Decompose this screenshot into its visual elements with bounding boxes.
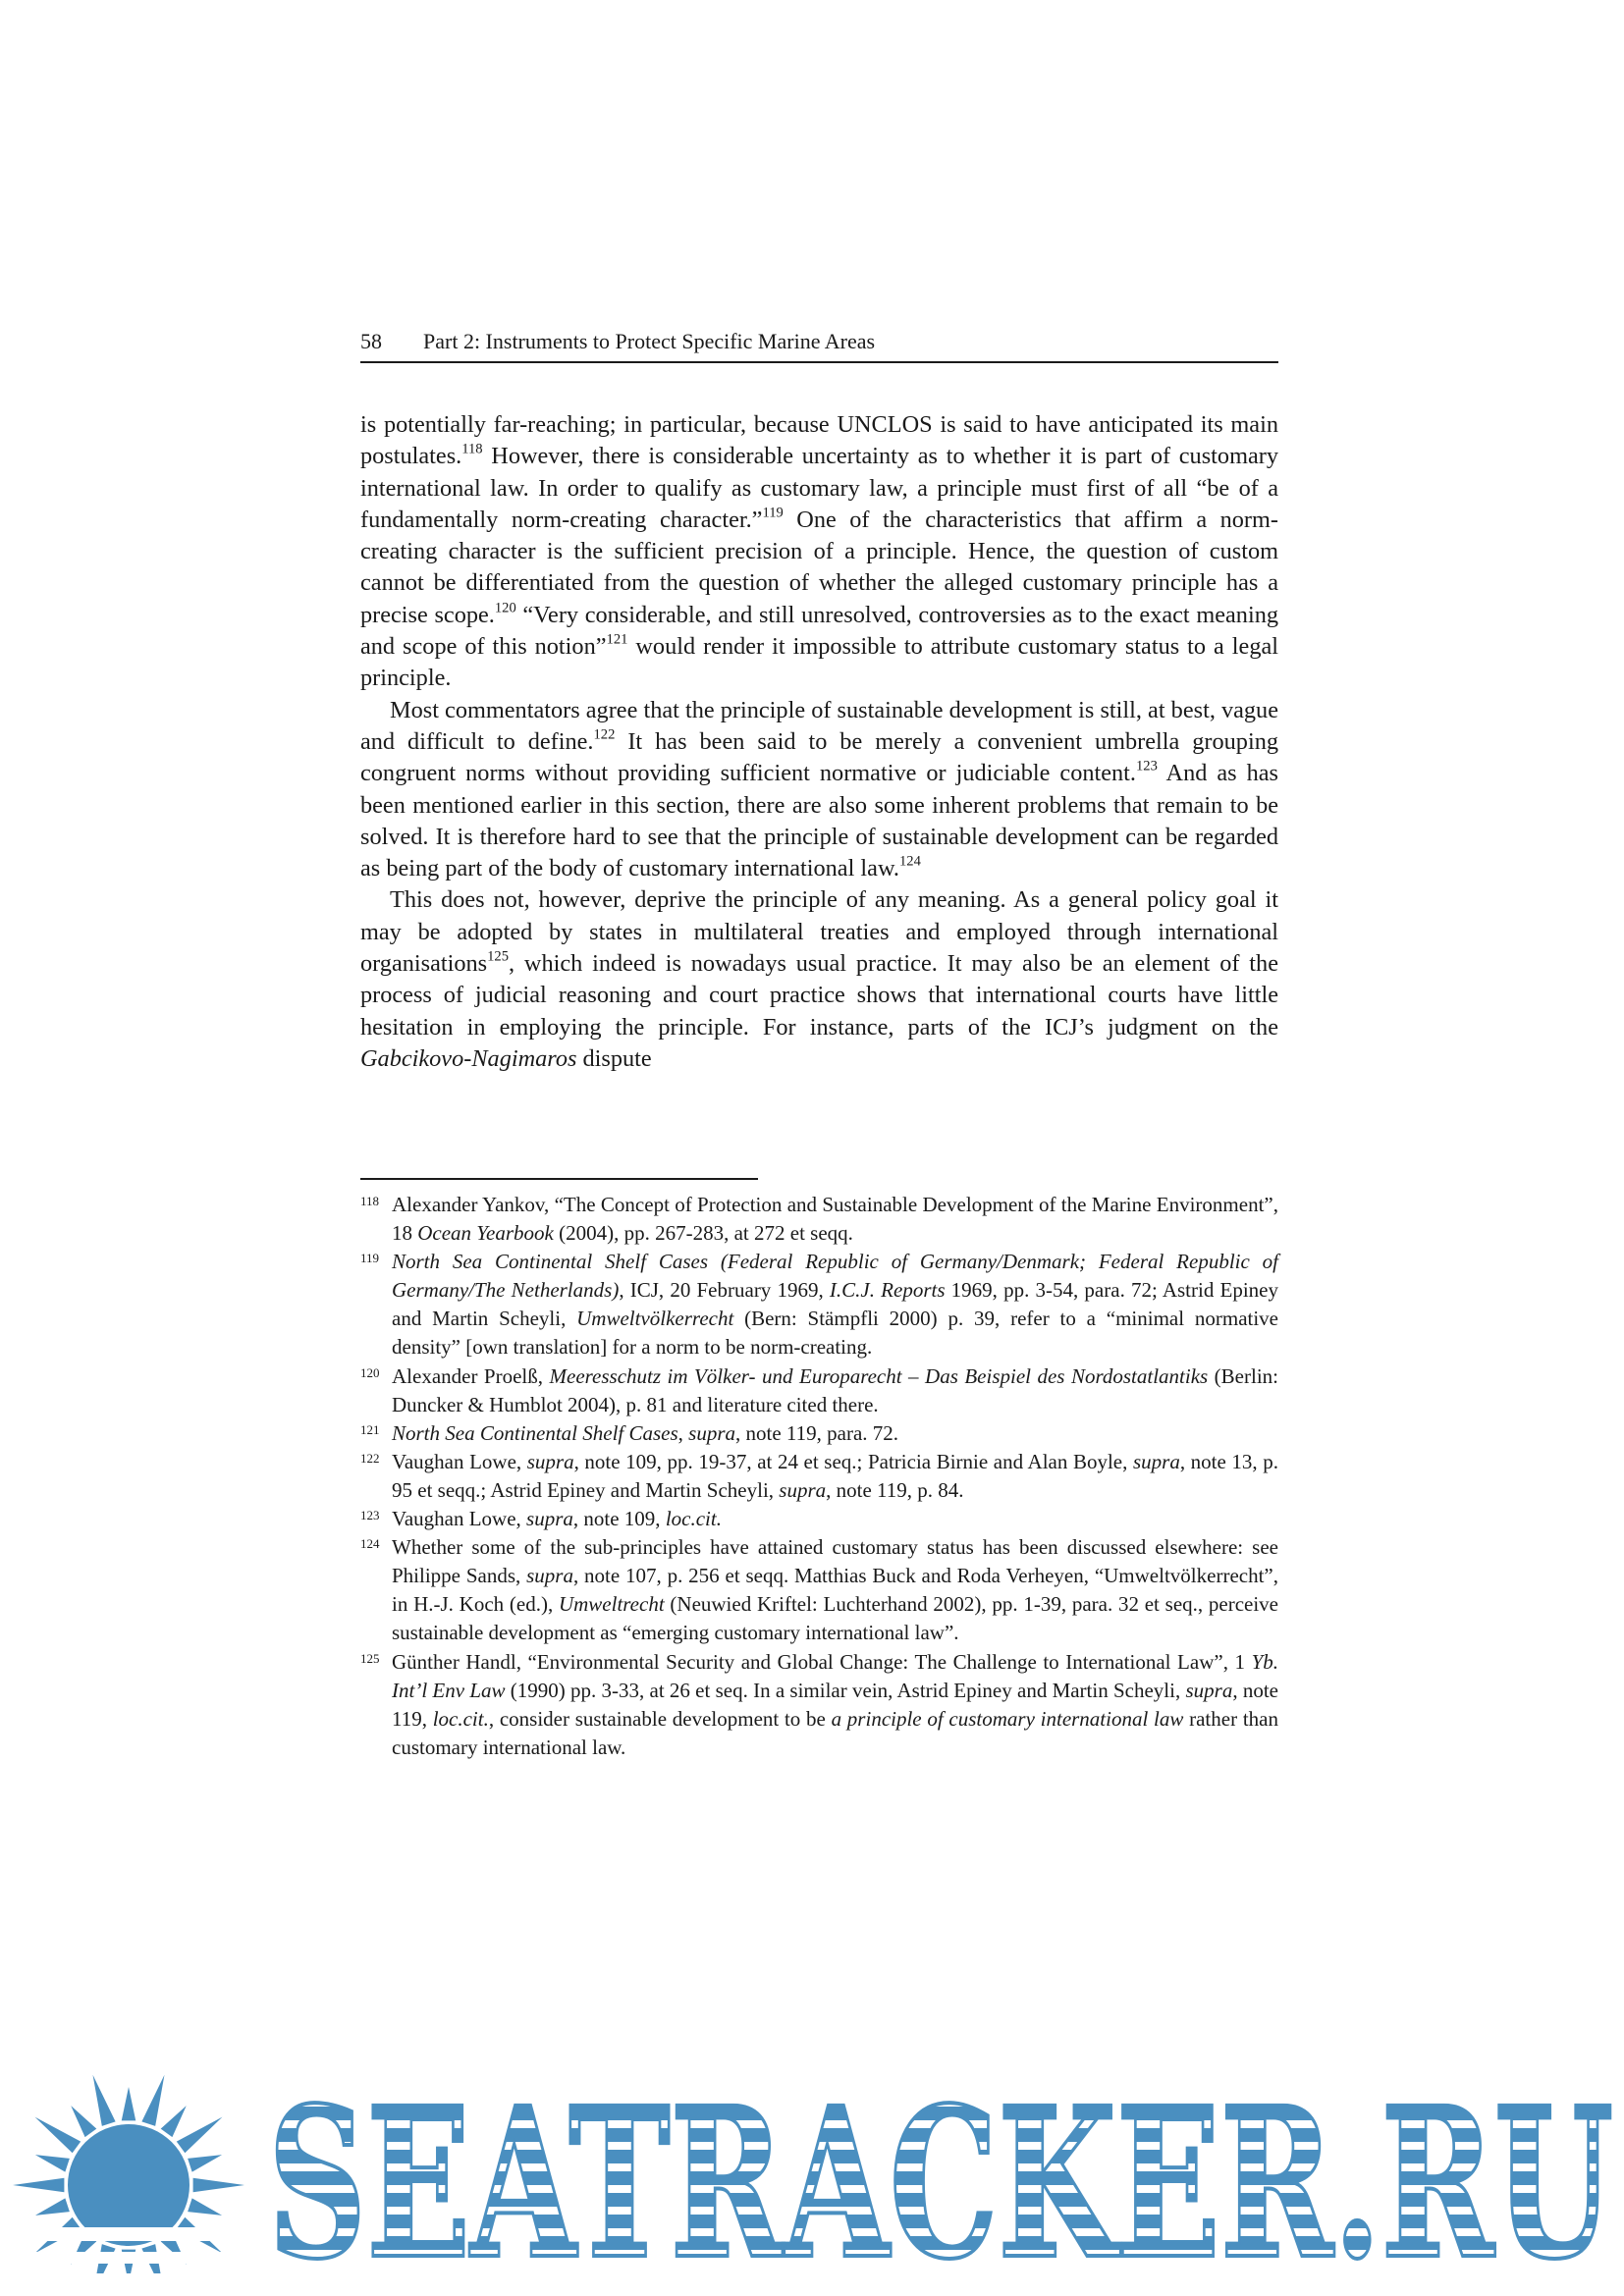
footnote-text: Whether some of the sub-principles have attained customary status has been discussed elsewhere: see Philippe Sands, supra, note 107, p. 256 et seqq. Matthias Buck and Roda Verheyen, “Umweltvölkerrecht”, in H.-J. Koch (ed.), Umweltrecht (Neuwied Kriftel: Luchterhand 2002), pp. 1-39, para. 32 et seq., perceive sustainable development as “emerging customary international law”. bbox=[392, 1535, 1278, 1645]
sun-ray bbox=[93, 2075, 116, 2126]
footnote-text: North Sea Continental Shelf Cases (Federal Republic of Germany/Denmark; Federal Republic of Germany/The Netherlands), ICJ, 20 February 1969, I.C.J. Reports 1969, pp. 3-54, para. 72; Astrid Epiney and Martin Scheyli, Umweltvölkerrecht (Bern: Stämpfli 2000) p. 39, refer to a “minimal normative density” [own translation] for a norm to be norm-creating. bbox=[392, 1250, 1279, 1360]
footnote-ref[interactable]: 119 bbox=[762, 505, 784, 521]
sun-ray bbox=[35, 2198, 70, 2216]
footnote-text: North Sea Continental Shelf Cases, supra, note 119, para. 72. bbox=[392, 1420, 899, 1445]
footnote-number: 122 bbox=[360, 1450, 380, 1466]
case-name: Gabcikovo-Nagimaros bbox=[360, 1044, 577, 1072]
sun-ray bbox=[122, 2087, 135, 2120]
sun-ray bbox=[13, 2178, 64, 2192]
footnote-ref[interactable]: 125 bbox=[487, 948, 509, 965]
sun-ray bbox=[188, 2155, 222, 2172]
footnote bbox=[360, 1648, 1278, 1762]
sun-ray bbox=[161, 2106, 187, 2137]
footnote bbox=[360, 1448, 1278, 1505]
sun-icon bbox=[0, 2067, 257, 2288]
paragraph: is potentially far-reaching; in particular, because UNCLOS is said to have anticipated its main postulates.$^{118}$ However, there is considerable uncertainty as to whether it is part of customary international law. In order to qualify as customary law, a principle must first of all “be of a fundamentally norm-creating character.”$^{119}$ One of the characteristics that affirm a norm-creating character is the sufficient precision of a principle. Hence, the question of custom cannot be differentiated from the question of whether the alleged customary principle has a precise scope.$^{120}$ “Very considerable, and still unresolved, controversies as to the exact meaning and scope of this notion”$^{121}$ would render it impossible to attribute customary status to a legal principle. bbox=[360, 411, 1279, 692]
sun-ray bbox=[35, 2117, 81, 2154]
footnote-text: Vaughan Lowe, supra, note 109, loc.cit. bbox=[392, 1507, 722, 1531]
sun-ray bbox=[177, 2117, 223, 2154]
footnote-number: 124 bbox=[360, 1536, 380, 1552]
footnote-text: Vaughan Lowe, supra, note 109, pp. 19-37, at 24 et seq.; Patricia Birnie and Alan Boyle, supra, note 13, p. 95 et seqq.; Astrid Epiney and Martin Scheyli, supra, note 119, p. 84. bbox=[392, 1449, 1279, 1502]
footnote bbox=[360, 1533, 1278, 1647]
main-text bbox=[360, 409, 1278, 1075]
footnote bbox=[360, 1191, 1278, 1248]
footnote-number: 120 bbox=[360, 1364, 380, 1380]
watermark-logo bbox=[257, 2063, 1624, 2284]
footnotes bbox=[360, 1191, 1278, 1762]
watermark-banner bbox=[0, 2048, 1624, 2296]
footnote-ref[interactable]: 120 bbox=[494, 600, 516, 616]
footnote-number: 118 bbox=[360, 1194, 380, 1208]
footnote-number: 123 bbox=[360, 1508, 380, 1523]
footnote-text: Alexander Proelß, Meeresschutz im Völker- und Europarecht – Das Beispiel des Nordostatlantiks (Berlin: Duncker & Humblot 2004), p. 81 and literature cited there. bbox=[392, 1363, 1278, 1416]
sun-ray bbox=[141, 2075, 164, 2126]
watermark-text: SEATRACKER.RU bbox=[268, 2063, 1613, 2284]
page-number: 58 bbox=[360, 329, 382, 353]
footnote-ref[interactable]: 124 bbox=[899, 853, 921, 870]
sun-ray bbox=[193, 2178, 244, 2192]
footnote-ref[interactable]: 118 bbox=[461, 441, 483, 457]
paragraph: This does not, however, deprive the principle of any meaning. As a general policy goal it may be adopted by states in multilateral treaties and employed through international organisations$^{125}$, which indeed is nowadays usual practice. It may also be an element of the process of judicial reasoning and court practice shows that international courts have little hesitation in employing the principle. For instance, parts of the ICJ’s judgment on the Gabcikovo-Nagimaros dispute bbox=[360, 886, 1278, 1072]
footnote bbox=[360, 1248, 1278, 1362]
footnote-ref[interactable]: 123 bbox=[1136, 758, 1158, 774]
footnote-text: Günther Handl, “Environmental Security and Global Change: The Challenge to International Law”, 1 Yb. Int’l Env Law (1990) pp. 3-33, at 26 et seq. In a similar vein, Astrid Epiney and Martin Scheyli, supra, note 119, loc.cit., consider sustainable development to be a principle of customary international law rather than customary international law. bbox=[392, 1649, 1279, 1759]
sun-ray bbox=[188, 2198, 222, 2216]
sun-ray bbox=[71, 2106, 96, 2137]
footnote bbox=[360, 1362, 1278, 1419]
sun-ray bbox=[35, 2155, 70, 2172]
running-title: Part 2: Instruments to Protect Specific Marine Areas bbox=[423, 329, 876, 353]
footnote-ref[interactable]: 121 bbox=[606, 631, 628, 648]
footnote bbox=[360, 1419, 1278, 1448]
paragraph: Most commentators agree that the principle of sustainable development is still, at best, vague and difficult to define.$^{122}$ It has been said to be merely a convenient umbrella grouping congruent norms without providing sufficient normative or judiciable content.$^{123}$ And as has been mentioned earlier in this section, there are also some inherent problems that remain to be solved. It is therefore hard to see that the principle of sustainable development can be regarded as being part of the body of customary international law.$^{124}$ bbox=[360, 696, 1279, 882]
footnote-number: 125 bbox=[360, 1650, 380, 1666]
footnote-divider bbox=[360, 1178, 758, 1180]
footnote-ref[interactable]: 122 bbox=[593, 726, 616, 743]
footnote bbox=[360, 1505, 1278, 1533]
running-head bbox=[360, 327, 1278, 363]
footnote-number: 119 bbox=[360, 1251, 380, 1266]
footnote-text: Alexander Yankov, “The Concept of Protection and Sustainable Development of the Marine Environment”, 18 Ocean Yearbook (2004), pp. 267-283, at 272 et seqq. bbox=[392, 1193, 1278, 1246]
footnote-number: 121 bbox=[360, 1421, 380, 1437]
